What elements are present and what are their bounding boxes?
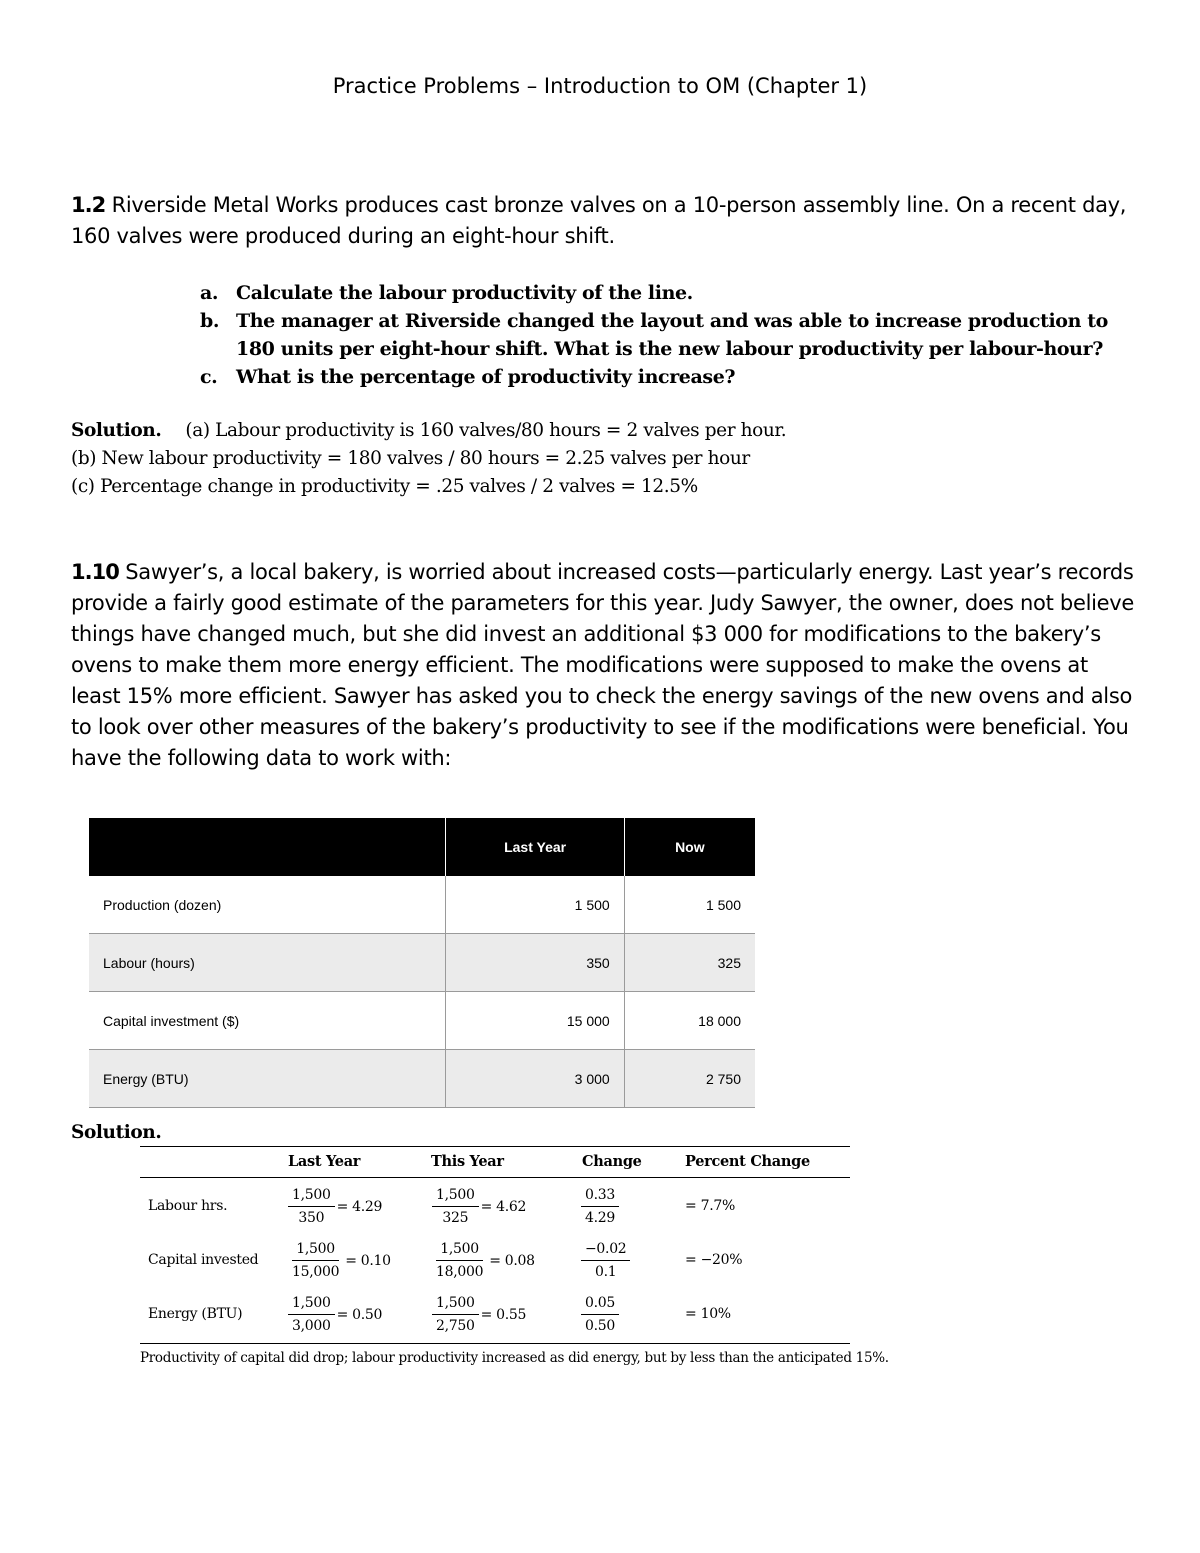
solution-line-c: (c) Percentage change in productivity = .25 valves / 2 valves = 12.5% [71,476,698,497]
problem-1-10-statement [71,557,1141,774]
numerator: 0.05 [581,1295,619,1315]
percent-change: = 7.7% [685,1198,735,1214]
list-item [200,279,1140,307]
problem-number: 1.10 [71,560,119,584]
question-list [200,279,1140,391]
question-text: Calculate the labour productivity of the line. [236,282,693,304]
table-header-row [89,818,755,876]
row-label: Labour hrs. [148,1198,228,1214]
last-year-value: 350 [446,934,624,992]
row-label: Energy (BTU) [148,1306,243,1322]
row-label: Production (dozen) [89,876,446,934]
table-row [89,1050,755,1108]
now-value: 325 [624,934,755,992]
now-value: 2 750 [624,1050,755,1108]
question-text: What is the percentage of productivity increase? [236,366,736,388]
denominator: 3,000 [292,1318,331,1334]
problem-number: 1.2 [71,193,106,217]
column-header: Last Year [446,818,624,876]
denominator: 0.1 [595,1264,617,1280]
column-header: Change [582,1153,642,1170]
result: = 0.08 [489,1253,535,1269]
table-row [89,934,755,992]
last-year-fraction [288,1187,382,1227]
problem-text: Riverside Metal Works produces cast bronze valves on a 10-person assembly line. On a recent day, 160 valves were produced during an eight-hour shift. [71,193,1127,248]
row-label: Energy (BTU) [89,1050,446,1108]
denominator: 2,750 [436,1318,475,1334]
row-label: Capital invested [148,1252,259,1268]
question-label: c. [200,366,218,388]
list-item [200,363,1140,391]
solution-line-a [71,417,1071,445]
column-header: This Year [431,1153,504,1170]
last-year-fraction [288,1241,391,1281]
numerator: 1,500 [432,1295,479,1315]
solution-heading: Solution. [71,420,162,441]
numerator: 1,500 [436,1241,483,1261]
this-year-fraction [432,1241,535,1281]
solution-text: (a) Labour productivity is 160 valves/80 hours = 2 valves per hour. [185,420,787,441]
row-label: Labour (hours) [89,934,446,992]
column-header [89,818,446,876]
last-year-value: 3 000 [446,1050,624,1108]
change-fraction [581,1241,630,1281]
change-fraction [581,1295,619,1335]
result: = 4.62 [480,1199,527,1215]
table-header-row [140,1147,850,1178]
this-year-fraction [432,1187,526,1227]
change-fraction [581,1187,619,1227]
column-header: Now [624,818,755,876]
column-header: Last Year [288,1153,361,1170]
last-year-value: 15 000 [446,992,624,1050]
problem-1-2-statement [71,190,1141,252]
numerator: 1,500 [288,1187,335,1207]
solution-note: Productivity of capital did drop; labour productivity increased as did energy, but by less than the anticipated 15%. [140,1350,889,1366]
percent-change: = −20% [685,1252,743,1268]
result: = 0.55 [480,1307,527,1323]
numerator: 1,500 [292,1241,339,1261]
numerator: 1,500 [288,1295,335,1315]
this-year-fraction [432,1295,526,1335]
denominator: 325 [442,1210,469,1226]
page-title: Practice Problems – Introduction to OM (Chapter 1) [332,74,868,98]
denominator: 4.29 [585,1210,615,1226]
now-value: 18 000 [624,992,755,1050]
denominator: 0.50 [585,1318,615,1334]
last-year-fraction [288,1295,382,1335]
row-label: Capital investment ($) [89,992,446,1050]
question-text: The manager at Riverside changed the layout and was able to increase production to 180 units per eight-hour shift. What is the new labour productivity per labour-hour? [236,310,1108,360]
now-value: 1 500 [624,876,755,934]
denominator: 15,000 [292,1264,340,1280]
table-row [89,876,755,934]
question-label: a. [200,282,219,304]
solution-heading: Solution. [71,1122,162,1143]
solution-line-b: (b) New labour productivity = 180 valves / 80 hours = 2.25 valves per hour [71,448,750,469]
solution-1-2 [71,417,1071,501]
numerator: −0.02 [581,1241,630,1261]
bakery-data-table [89,818,755,1108]
numerator: 0.33 [581,1187,619,1207]
column-header: Percent Change [685,1153,810,1170]
last-year-value: 1 500 [446,876,624,934]
numerator: 1,500 [432,1187,479,1207]
list-item [200,307,1140,363]
result: = 0.10 [345,1253,391,1269]
problem-text: Sawyer’s, a local bakery, is worried about increased costs—particularly energy. Last year’s records provide a fairly good estimate of the parameters for this year. Judy Sawyer, the owner, does not believe things have changed much, but she did invest an additional $3 000 for modifications to the bakery’s ovens to make them more energy efficient. The modifications were supposed to make the ovens at least 15% more efficient. Sawyer has asked you to check the energy savings of the new ovens and also to look over other measures of the bakery’s productivity to see if the modifications were beneficial. You have the following data to work with: [71,560,1135,770]
result: = 4.29 [336,1199,383,1215]
solution-table [140,1146,850,1344]
result: = 0.50 [336,1307,383,1323]
denominator: 350 [298,1210,325,1226]
percent-change: = 10% [685,1306,731,1322]
question-label: b. [200,310,220,332]
denominator: 18,000 [436,1264,484,1280]
table-row [89,992,755,1050]
